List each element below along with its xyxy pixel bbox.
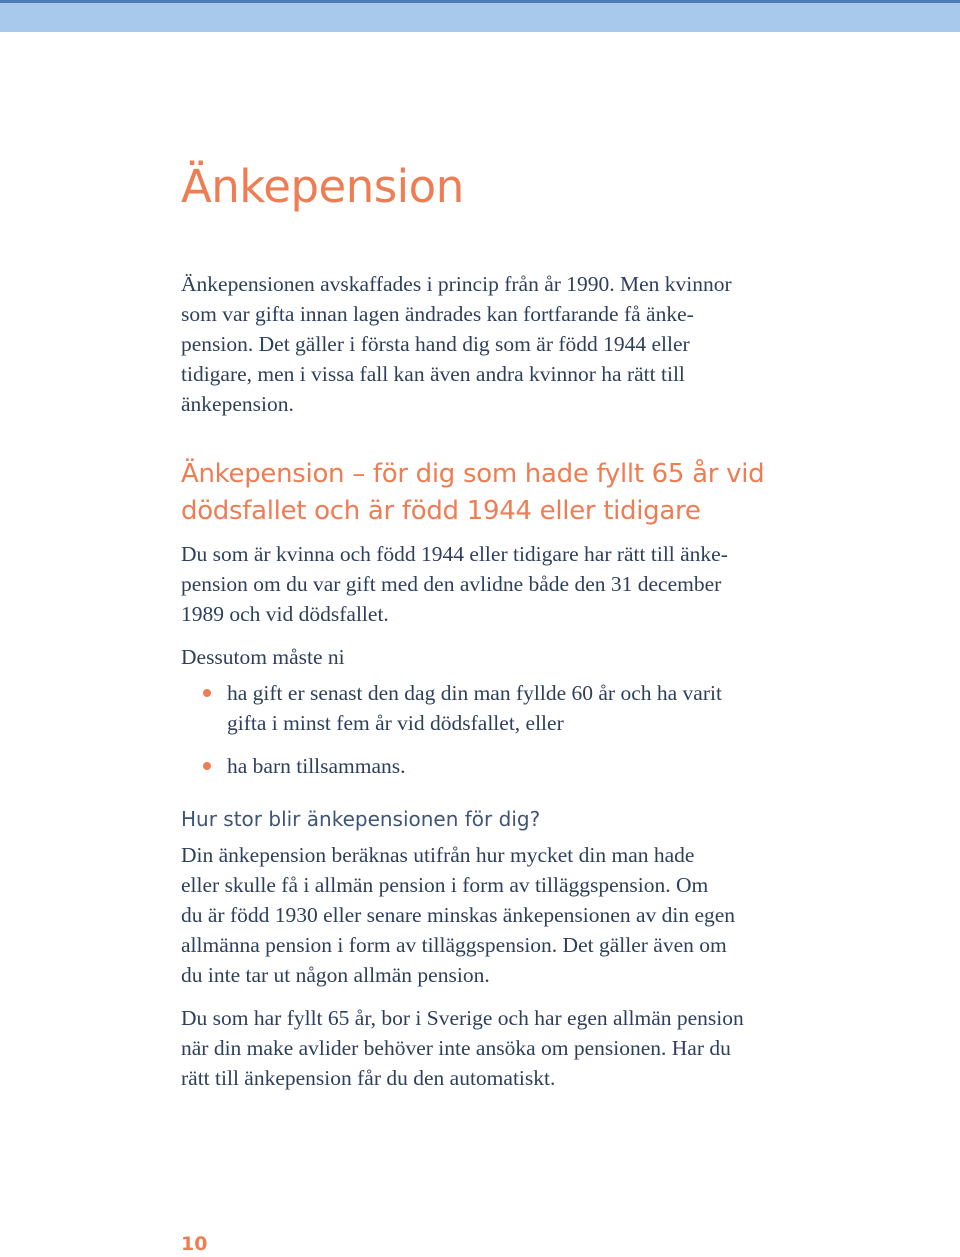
requirements-lead: Dessutom måste ni: [181, 645, 345, 669]
section-heading-line: dödsfallet och är född 1944 eller tidigare: [181, 496, 701, 526]
top-color-band: [0, 0, 960, 32]
closing-line: Du som har fyllt 65 år, bor i Sverige och har egen allmän pension: [181, 1006, 744, 1030]
section-line: Du som är kvinna och född 1944 eller tidigare har rätt till änke-: [181, 542, 728, 566]
page-number: 10: [181, 1233, 208, 1255]
section-heading: [181, 456, 801, 530]
list-item: [181, 751, 801, 781]
closing-paragraph: [181, 1003, 801, 1093]
section-line: 1989 och vid dödsfallet.: [181, 602, 389, 626]
subsection-line: du inte tar ut någon allmän pension.: [181, 963, 490, 987]
list-item-line: ha barn tillsammans.: [227, 754, 406, 778]
section-paragraph: [181, 539, 801, 629]
bullet-dot-icon: [203, 689, 211, 697]
subsection-line: Din änkepension beräknas utifrån hur mycket din man hade: [181, 843, 695, 867]
section-line: pension om du var gift med den avlidne både den 31 december: [181, 572, 722, 596]
section-heading-line: Änkepension – för dig som hade fyllt 65 år vid: [181, 459, 765, 489]
list-item-line: ha gift er senast den dag din man fyllde 60 år och ha varit: [227, 681, 722, 705]
intro-line: tidigare, men i vissa fall kan även andra kvinnor ha rätt till: [181, 362, 685, 386]
list-item: [181, 678, 801, 738]
subsection-heading: Hur stor blir änkepensionen för dig?: [181, 807, 541, 831]
closing-line: rätt till änkepension får du den automatiskt.: [181, 1066, 556, 1090]
subsection-paragraph: [181, 840, 801, 990]
closing-line: när din make avlider behöver inte ansöka om pensionen. Har du: [181, 1036, 731, 1060]
requirements-list: [181, 678, 801, 781]
page-title: Änkepension: [181, 160, 464, 213]
subsection-line: allmänna pension i form av tilläggspension. Det gäller även om: [181, 933, 727, 957]
subsection-line: du är född 1930 eller senare minskas änkepensionen av din egen: [181, 903, 736, 927]
intro-line: änkepension.: [181, 392, 294, 416]
list-item-line: gifta i minst fem år vid dödsfallet, eller: [227, 711, 564, 735]
subsection-line: eller skulle få i allmän pension i form av tilläggspension. Om: [181, 873, 709, 897]
bullet-dot-icon: [203, 762, 211, 770]
intro-line: som var gifta innan lagen ändrades kan fortfarande få änke-: [181, 302, 694, 326]
intro-line: Änkepensionen avskaffades i princip från år 1990. Men kvinnor: [181, 272, 732, 296]
intro-paragraph: [181, 269, 801, 419]
intro-line: pension. Det gäller i första hand dig som är född 1944 eller: [181, 332, 690, 356]
